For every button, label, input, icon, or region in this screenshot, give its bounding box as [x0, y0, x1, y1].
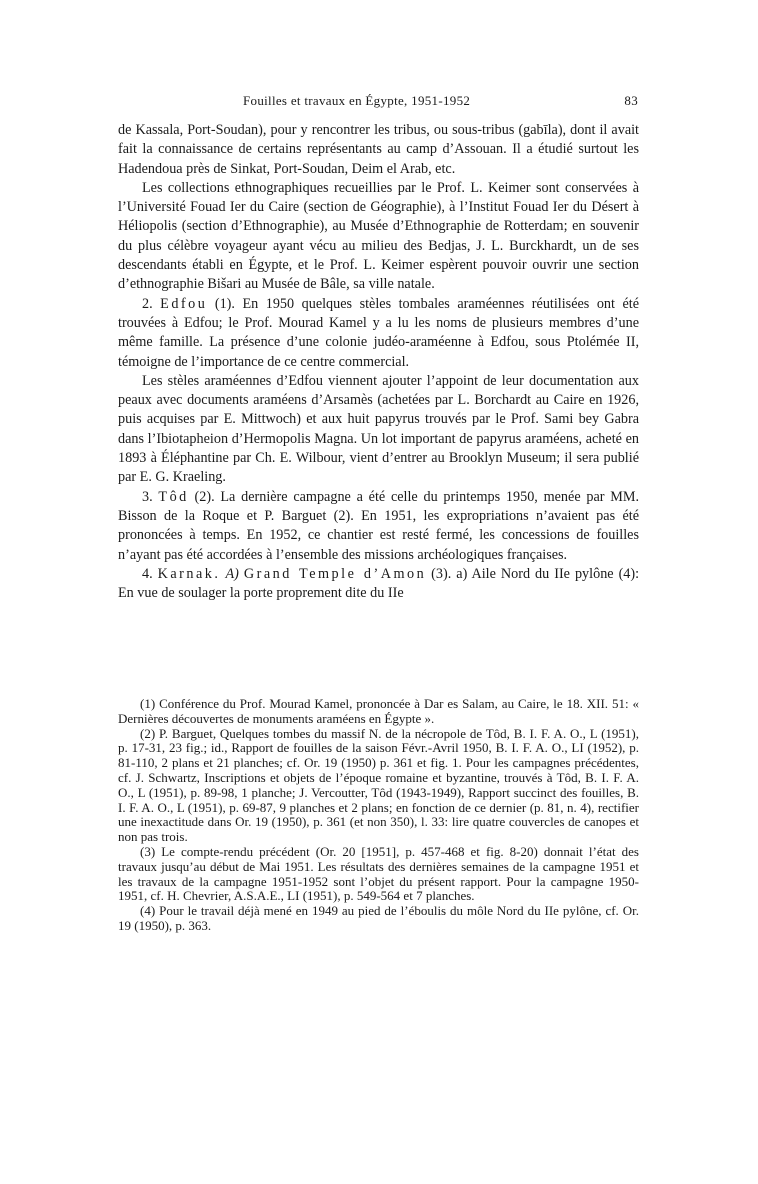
paragraph-karnak [118, 565, 639, 604]
section-number: 3. [142, 488, 153, 505]
section-text: a) Aile Nord du IIe pylône (4): En vue de soulager la porte proprement dite du IIe [118, 565, 640, 602]
paragraph-tod [118, 488, 639, 565]
footnote-ref: (3). [431, 565, 452, 582]
paragraph-collections: Les collections ethnographiques recueillies par le Prof. L. Keimer sont conservées à l’Université Fouad Ier du Caire (section de Géographie), à l’Institut Fouad Ier du Désert à Héliopolis (section d’Ethnographie), au Musée d’Ethnographie de Rotterdam; en souvenir du plus célèbre voyageur ayant vécu au milieu des Bedjas, J. L. Burckhardt, un de ses descendants établi en Égypte, et le Prof. L. Keimer espèrent pouvoir ouvrir une section d’ethnographie Bišari au Musée de Bâle, sa ville natale. [118, 179, 639, 293]
subsection-letter: A) [225, 565, 239, 582]
section-heading-edfou: Edfou [160, 295, 208, 312]
section-heading-karnak: Karnak. [157, 565, 221, 582]
footnote-3: (3) Le compte-rendu précédent (Or. 20 [1951], p. 457-468 et fig. 8-20) donnait l’état des travaux jusqu’au début de Mai 1951. Les résultats des dernières semaines de la campagne 1951 et les travaux de la campagne 1951-1952 sont l’objet du présent rapport. Pour la campagne 1950-1951, cf. H. Chevrier, A.S.A.E., LI (1951), p. 549-564 et 7 planches. [118, 843, 639, 904]
section-number: 2. [142, 295, 153, 312]
section-text: La dernière campagne a été celle du printemps 1950, menée par MM. Bisson de la Roque et P. Barguet (2). En 1951, les expropriations n’avaient pas été prononcées à temps. En 1952, ce chantier est resté fermé, les concessions de fouilles n’ayant pas été accordées à l’ensemble des missions archéologiques françaises. [118, 488, 640, 563]
section-heading-tod: Tôd [158, 488, 189, 505]
paragraph-steles: Les stèles araméennes d’Edfou viennent ajouter l’appoint de leur documentation aux peaux avec documents araméens d’Arsamès (achetées par L. Borchardt au Caire en 1926, puis acquises par E. Mittwoch) et aux huit papyrus trouvés par le Prof. Sami bey Gabra dans l’Ibiotapheion d’Hermopolis Magna. Un lot important de papyrus araméens, acheté en 1893 à Éléphantine par Ch. E. Wilbour, vient d’entrer au Brooklyn Museum; il sera publié par E. G. Kraeling. [118, 372, 639, 486]
section-number: 4. [142, 565, 153, 582]
footnotes [118, 697, 639, 934]
footnote-ref: (1). [214, 295, 235, 312]
paragraph-kassala: de Kassala, Port-Soudan), pour y rencontrer les tribus, ou sous-tribus (gabīla), dont il avait fait la connaissance de certains représentants au camp d’Assouan. Il a étudié surtout les Hadendoua près de Sinkat, Port-Soudan, Deim el Arab, etc. [118, 122, 639, 177]
running-title: Fouilles et travaux en Égypte, 1951-1952 [243, 93, 471, 108]
footnote-1: (1) Conférence du Prof. Mourad Kamel, prononcée à Dar es Salam, au Caire, le 18. XII. 51: « Dernières découvertes de monuments araméens en Égypte ». [118, 696, 639, 726]
main-text [118, 121, 639, 603]
footnote-ref: (2). [194, 488, 215, 505]
footnote-4: (4) Pour le travail déjà mené en 1949 au pied de l’éboulis du môle Nord du IIe pylône, cf. Or. 19 (1950), p. 363. [118, 903, 639, 933]
subsection-heading-grand-temple: Grand Temple d’Amon [243, 565, 427, 582]
page-number: 83 [624, 93, 638, 108]
running-header [118, 93, 638, 111]
paragraph-edfou [118, 295, 639, 372]
section-text: En 1950 quelques stèles tombales araméennes réutilisées ont été trouvées à Edfou; le Prof. Mourad Kamel y a lu les noms de plusieurs membres d’une même famille. La présence d’une colonie judéo-araméenne à Edfou, sous Ptolémée II, témoigne de l’importance de ce centre commercial. [118, 295, 640, 370]
footnote-2: (2) P. Barguet, Quelques tombes du massif N. de la nécropole de Tôd, B. I. F. A. O., L (1951), p. 17-31, 23 fig.; id., Rapport de fouilles de la saison Févr.-Avril 1950, B. I. F. A. O., LI (1952), p. 81-110, 2 plans et 21 planches; cf. Or. 19 (1950) p. 361 et fig. 1. Pour les campagnes précédentes, cf. J. Schwartz, Inscriptions et objets de l’époque romaine et byzantine, trouvés à Tôd, B. I. F. A. O., L (1951), p. 89-98, 1 planche; J. Vercoutter, Tôd (1943-1949), Rapport succinct des fouilles, B. I. F. A. O., L (1951), p. 69-87, 9 planches et 2 plans; en fonction de ce dernier (p. 81, n. 4), rectifier une inexactitude dans Or. 19 (1950), p. 361 (et non 350), l. 33: lire quatre couvercles de canopes et non pas trois. [118, 725, 639, 845]
